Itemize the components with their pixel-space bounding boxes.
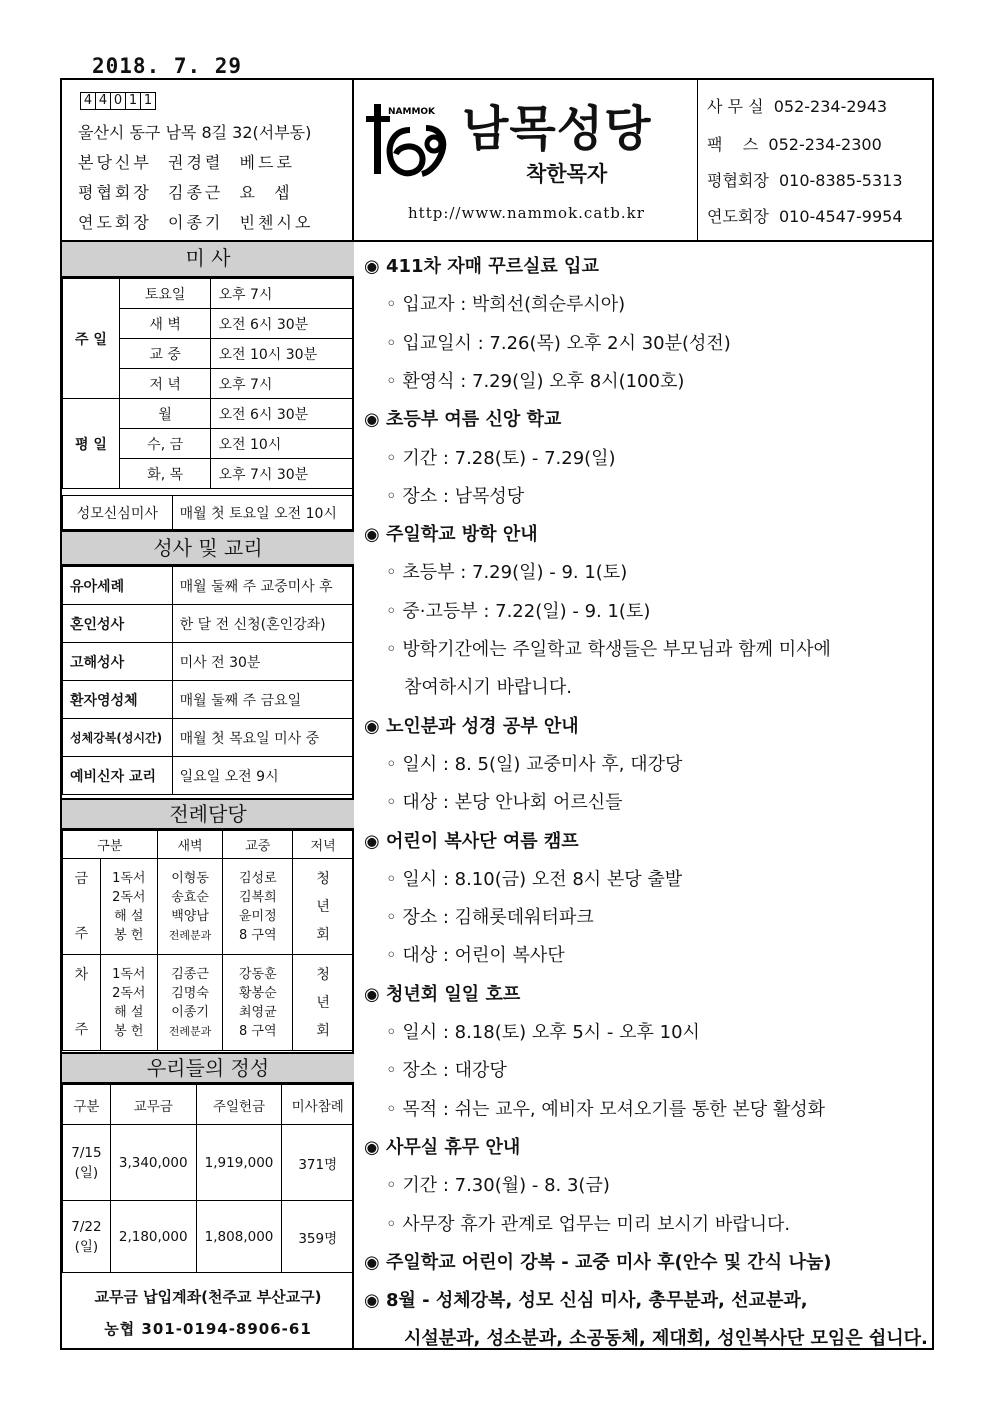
mass-name: 토요일 xyxy=(119,279,211,309)
staff-pastor: 본당신부 권경렬 베드로 xyxy=(78,153,295,172)
mass-time: 오전 10시 30분 xyxy=(211,339,354,369)
notice-item: ◦ 일시 : 8.18(토) 오후 5시 - 오후 10시 xyxy=(386,1022,700,1043)
parish-url[interactable]: http://www.nammok.catb.kr xyxy=(408,204,645,222)
offerings-date-value: 7/15 xyxy=(71,1144,102,1161)
table-row xyxy=(63,399,354,429)
table-row xyxy=(63,1085,354,1125)
liturgy-evening xyxy=(293,955,354,1051)
liturgy-main xyxy=(223,955,293,1051)
sacrament-value: 한 달 전 신청(혼인강좌) xyxy=(172,605,353,643)
notice-heading: ◉ 주일학교 어린이 강복 - 교중 미사 후(안수 및 간식 나눔) xyxy=(364,1251,832,1273)
sacrament-name: 예비신자 교리 xyxy=(63,757,173,795)
liturgy-evening xyxy=(293,859,354,955)
offerings-col-header: 구분 xyxy=(63,1085,111,1125)
liturgy-roles xyxy=(100,859,157,955)
table-row xyxy=(63,1201,354,1273)
notice-heading: ◉ 초등부 여름 신앙 학교 xyxy=(364,409,562,431)
offerings-collection: 1,808,000 xyxy=(196,1201,282,1273)
mass-table xyxy=(62,278,354,489)
role: 봉 헌 xyxy=(114,927,144,943)
notice-item: ◦ 기간 : 7.30(월) - 8. 3(금) xyxy=(386,1175,610,1197)
liturgy-dawn xyxy=(157,955,223,1051)
evening-char: 청 xyxy=(316,966,330,983)
table-row xyxy=(63,1125,354,1201)
notice-heading: ◉ 청년회 일일 호프 xyxy=(364,983,521,1005)
parish-title: 남목성당 xyxy=(462,101,652,157)
table-row xyxy=(63,831,354,859)
offerings-dues: 2,180,000 xyxy=(110,1201,196,1273)
offerings-dues: 3,340,000 xyxy=(110,1125,196,1201)
notice-heading: ◉ 사무실 휴무 안내 xyxy=(364,1136,521,1158)
person: 김성로 xyxy=(238,870,277,886)
bank-title: 교무금 납입계좌(천주교 부산교구) xyxy=(94,1288,322,1306)
table-row xyxy=(63,496,354,530)
notice-item: 시설분과, 성소분과, 소공동체, 제대회, 성인복사단 모임은 쉽니다. xyxy=(404,1328,928,1350)
table-row xyxy=(63,279,354,309)
person: 전례분과 xyxy=(168,928,212,942)
mass-sunday-label: 주 일 xyxy=(63,279,120,399)
week-label-char: 차 xyxy=(74,966,89,983)
header-address-block xyxy=(62,80,354,240)
contact-memorial-president: 연도회장 010-4547-9954 xyxy=(707,207,903,226)
parish-subtitle: 착한목자 xyxy=(526,162,608,186)
mass-name: 화, 목 xyxy=(119,459,211,489)
offerings-heading: 우리들의 정성 xyxy=(62,1052,354,1084)
left-column xyxy=(62,242,354,1350)
zip-digit: 4 xyxy=(80,92,96,110)
person: 김종근 xyxy=(171,966,209,982)
person: 이형동 xyxy=(171,870,209,886)
contact-office: 사 무 실 052-234-2943 xyxy=(707,97,888,116)
notice-item: ◦ 목적 : 쉬는 교우, 예비자 모셔오기를 통한 본당 활성화 xyxy=(386,1098,826,1120)
mass-time: 오전 6시 30분 xyxy=(211,399,354,429)
table-row xyxy=(63,605,354,643)
table-row xyxy=(63,859,354,955)
liturgy-heading: 전례담당 xyxy=(62,798,354,830)
sacrament-name: 유아세례 xyxy=(63,567,173,605)
role: 1독서 xyxy=(112,870,146,886)
offerings-day-value: (일) xyxy=(74,1238,99,1255)
contact-council-president: 평협회장 010-8385-5313 xyxy=(707,171,903,190)
sacrament-value: 미사 전 30분 xyxy=(172,643,353,681)
role: 해 설 xyxy=(114,1004,144,1020)
person: 8 구역 xyxy=(239,1023,277,1039)
bank-account: 농협 301-0194-8906-61 xyxy=(104,1320,312,1338)
notice-item: ◦ 방학기간에는 주일학교 학생들은 부모님과 함께 미사에 xyxy=(386,639,831,660)
liturgy-roles xyxy=(100,955,157,1051)
notice-item: ◦ 사무장 휴가 관계로 업무는 미리 보시기 바랍니다. xyxy=(386,1213,791,1235)
table-row xyxy=(63,567,354,605)
mass-name: 수, 금 xyxy=(119,429,211,459)
notice-heading: ◉ 411차 자매 꾸르실료 입교 xyxy=(364,256,599,277)
mass-name: 새 벽 xyxy=(119,309,211,339)
person: 이종기 xyxy=(171,1004,209,1020)
mass-heading: 미 사 xyxy=(62,242,354,278)
mass-time: 오후 7시 30분 xyxy=(211,459,354,489)
role: 1독서 xyxy=(112,966,146,982)
offerings-date xyxy=(63,1201,111,1273)
special-mass-name: 성모신심미사 xyxy=(63,496,173,530)
evening-char: 년 xyxy=(316,994,330,1011)
sacraments-table xyxy=(62,566,354,795)
liturgy-col-header: 새벽 xyxy=(157,831,223,859)
role: 봉 헌 xyxy=(114,1023,144,1039)
special-mass-table xyxy=(62,495,354,530)
notice-item: ◦ 일시 : 8. 5(일) 교중미사 후, 대강당 xyxy=(386,753,683,775)
notice-item: ◦ 환영식 : 7.29(일) 오후 8시(100호) xyxy=(386,370,685,392)
offerings-collection: 1,919,000 xyxy=(196,1125,282,1201)
parish-logo-icon xyxy=(366,98,454,182)
role: 2독서 xyxy=(112,985,146,1001)
notice-heading: ◉ 8월 - 성체강복, 성모 신심 미사, 총무분과, 선교분과, xyxy=(364,1290,808,1312)
mass-weekday-label: 평 일 xyxy=(63,399,120,489)
liturgy-week-label xyxy=(63,955,101,1051)
offerings-col-header: 주일헌금 xyxy=(196,1085,282,1125)
liturgy-dawn xyxy=(157,859,223,955)
bulletin-frame xyxy=(60,78,934,1350)
week-label-char: 주 xyxy=(74,1021,89,1038)
liturgy-main xyxy=(223,859,293,955)
person: 황봉순 xyxy=(238,985,277,1001)
week-label-char: 주 xyxy=(74,925,89,942)
notice-item: ◦ 장소 : 대강당 xyxy=(386,1060,507,1082)
person: 김명숙 xyxy=(171,985,209,1001)
notice-item: ◦ 입교자 : 박희선(희순루시아) xyxy=(386,294,626,316)
person: 윤미정 xyxy=(238,908,277,924)
zip-code xyxy=(80,92,155,110)
staff-memorial-president: 연도회장 이종기 빈첸시오 xyxy=(78,213,314,232)
person: 최영균 xyxy=(238,1004,277,1020)
liturgy-col-header: 구분 xyxy=(63,831,158,859)
logo-text: NAMMOK xyxy=(388,107,436,117)
table-row xyxy=(63,719,354,757)
role: 해 설 xyxy=(114,908,144,924)
sacrament-name: 혼인성사 xyxy=(63,605,173,643)
offerings-day-value: (일) xyxy=(74,1164,99,1181)
liturgy-col-header: 저녁 xyxy=(293,831,354,859)
notice-item: ◦ 기간 : 7.28(토) - 7.29(일) xyxy=(386,447,616,469)
notice-item: ◦ 초등부 : 7.29(일) - 9. 1(토) xyxy=(386,562,628,584)
staff-council-president: 평협회장 김종근 요 셉 xyxy=(78,183,293,202)
notices-column xyxy=(356,242,932,1350)
notice-item: ◦ 장소 : 남목성당 xyxy=(386,485,525,507)
header-contacts-block xyxy=(699,80,932,240)
mass-name: 교 중 xyxy=(119,339,211,369)
evening-char: 회 xyxy=(316,1022,330,1039)
sacrament-value: 매월 둘째 주 금요일 xyxy=(172,681,353,719)
person: 전례분과 xyxy=(168,1024,212,1038)
notice-item: ◦ 중·고등부 : 7.22(일) - 9. 1(토) xyxy=(386,600,651,622)
week-label-char: 금 xyxy=(74,870,89,887)
offerings-attendance: 371명 xyxy=(282,1125,354,1201)
table-row xyxy=(63,757,354,795)
special-mass-time: 매월 첫 토요일 오전 10시 xyxy=(172,496,353,530)
mass-name: 월 xyxy=(119,399,211,429)
bulletin-date: 2018. 7. 29 xyxy=(92,54,243,78)
liturgy-week-label xyxy=(63,859,101,955)
notice-heading: ◉ 주일학교 방학 안내 xyxy=(364,524,538,546)
offerings-col-header: 미사참례 xyxy=(282,1085,354,1125)
zip-digit: 0 xyxy=(110,92,126,110)
sacraments-heading: 성사 및 교리 xyxy=(62,530,354,566)
evening-char: 청 xyxy=(316,870,330,887)
table-row xyxy=(63,681,354,719)
notice-item: ◦ 일시 : 8.10(금) 오전 8시 본당 출발 xyxy=(386,868,683,890)
notice-heading: ◉ 노인분과 성경 공부 안내 xyxy=(364,715,579,737)
person: 송효순 xyxy=(171,889,209,905)
sacrament-value: 매월 둘째 주 교중미사 후 xyxy=(172,567,353,605)
header-title-block xyxy=(356,80,698,240)
table-row xyxy=(63,955,354,1051)
notice-item: ◦ 입교일시 : 7.26(목) 오후 2시 30분(성전) xyxy=(386,332,731,354)
mass-time: 오전 6시 30분 xyxy=(211,309,354,339)
offerings-table xyxy=(62,1084,354,1273)
sacrament-name: 환자영성체 xyxy=(63,681,173,719)
person: 강동훈 xyxy=(238,966,277,982)
sacrament-name: 고해성사 xyxy=(63,643,173,681)
mass-time: 오전 10시 xyxy=(211,429,354,459)
offerings-date-value: 7/22 xyxy=(71,1218,102,1235)
person: 김복희 xyxy=(238,889,277,905)
notice-heading: ◉ 어린이 복사단 여름 캠프 xyxy=(364,830,579,852)
address: 울산시 동구 남목 8길 32(서부동) xyxy=(78,123,312,142)
zip-digit: 1 xyxy=(125,92,141,110)
liturgy-table xyxy=(62,830,354,1051)
sacrament-value: 매월 첫 목요일 미사 중 xyxy=(172,719,353,757)
contact-fax: 팩 스 052-234-2300 xyxy=(707,135,882,154)
mass-time: 오후 7시 xyxy=(211,279,354,309)
sacrament-value: 일요일 오전 9시 xyxy=(172,757,353,795)
offerings-col-header: 교무금 xyxy=(110,1085,196,1125)
zip-digit: 1 xyxy=(140,92,156,110)
notice-item: 참여하시기 바랍니다. xyxy=(404,677,572,699)
role: 2독서 xyxy=(112,889,146,905)
notice-item: ◦ 대상 : 어린이 복사단 xyxy=(386,945,565,967)
mass-name: 저 녁 xyxy=(119,369,211,399)
person: 8 구역 xyxy=(239,927,277,943)
notice-item: ◦ 대상 : 본당 안나회 어르신들 xyxy=(386,792,623,814)
notice-item: ◦ 장소 : 김해롯데워터파크 xyxy=(386,907,594,929)
offerings-date xyxy=(63,1125,111,1201)
evening-char: 년 xyxy=(316,898,330,915)
offerings-attendance: 359명 xyxy=(282,1201,354,1273)
table-row xyxy=(63,643,354,681)
zip-digit: 4 xyxy=(95,92,111,110)
sacrament-name: 성체강복(성시간) xyxy=(63,719,173,757)
liturgy-col-header: 교중 xyxy=(223,831,293,859)
person: 백양남 xyxy=(171,908,209,924)
evening-char: 회 xyxy=(316,926,330,943)
header xyxy=(62,80,932,242)
mass-time: 오후 7시 xyxy=(211,369,354,399)
